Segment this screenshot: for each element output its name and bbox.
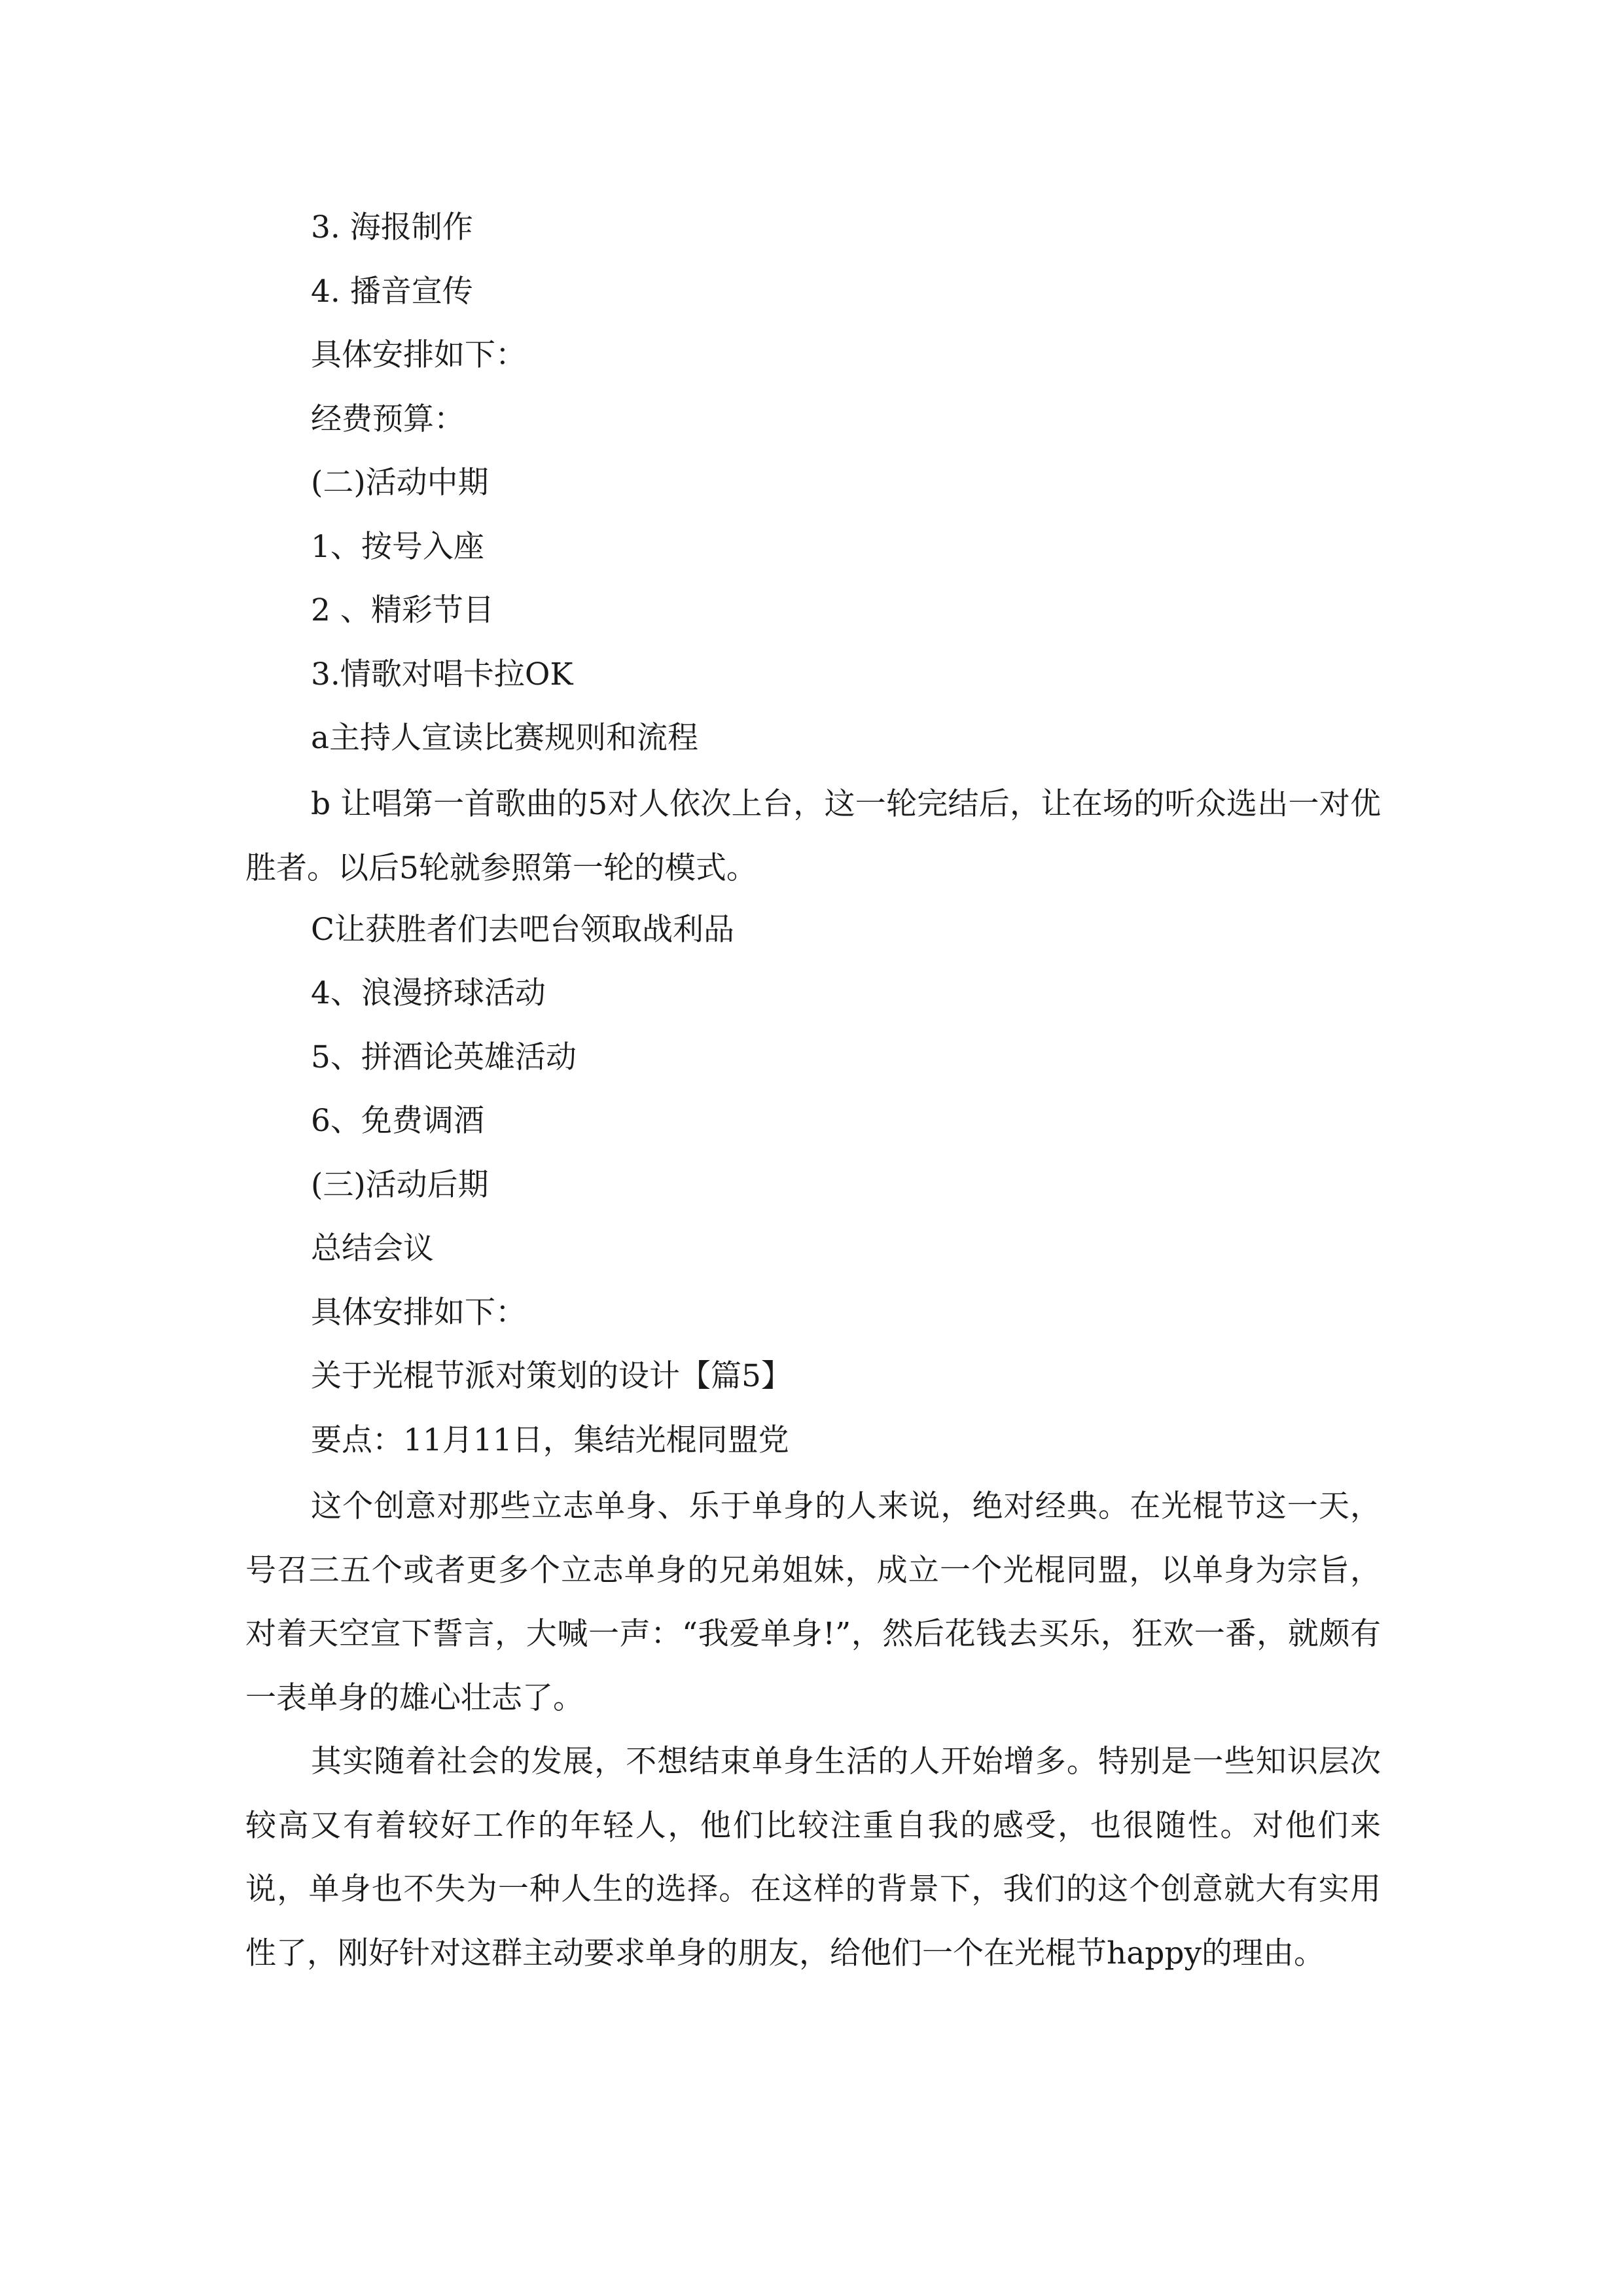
list-item-ball-game: 4、浪漫挤球活动 <box>311 975 546 1011</box>
article-title: 关于光棍节派对策划的设计【篇5】 <box>311 1358 792 1394</box>
list-item-karaoke: 3.情歌对唱卡拉OK <box>311 656 573 692</box>
paragraph-round-rules: b 让唱第一首歌曲的5对人依次上台，这一轮完结后，让在场的听众选出一对优胜者。以后5轮就参照第一轮的模式。 <box>245 786 1381 886</box>
list-item-free-drinks: 6、免费调酒 <box>311 1103 484 1139</box>
paragraph-background: 其实随着社会的发展，不想结束单身生活的人开始增多。特别是一些知识层次较高又有着较好工作的年轻人，他们比较注重自我的感受，也很随性。对他们来说，单身也不失为一种人生的选择。在这样的背景下，我们的这个创意就大有实用性了，刚好针对这群主动要求单身的朋友，给他们一个在光棍节happy的理由。 <box>245 1744 1381 1971</box>
list-item-rules: a主持人宣读比赛规则和流程 <box>311 720 699 756</box>
budget-heading: 经费预算： <box>311 401 465 437</box>
summary-meeting: 总结会议 <box>311 1230 434 1266</box>
list-item-poster: 3. 海报制作 <box>311 209 473 245</box>
section-heading-mid: (二)活动中期 <box>311 465 489 501</box>
key-point: 要点：11月11日，集结光棍同盟党 <box>311 1422 789 1458</box>
section-heading-late: (三)活动后期 <box>311 1167 489 1203</box>
list-item-program: 2 、精彩节目 <box>311 592 494 628</box>
arrangement-heading: 具体安排如下： <box>311 337 526 373</box>
list-item-drinking: 5、拼酒论英雄活动 <box>311 1039 577 1075</box>
list-item-seating: 1、按号入座 <box>311 529 484 565</box>
list-item-broadcast: 4. 播音宣传 <box>311 274 473 310</box>
list-item-prizes: C让获胜者们去吧台领取战利品 <box>311 912 734 948</box>
paragraph-idea: 这个创意对那些立志单身、乐于单身的人来说，绝对经典。在光棍节这一天，号召三五个或者更多个立志单身的兄弟姐妹，成立一个光棍同盟，以单身为宗旨，对着天空宣下誓言，大喊一声：“我爱单身!”，然后花钱去买乐，狂欢一番，就颇有一表单身的雄心壮志了。 <box>245 1488 1381 1716</box>
arrangement-heading-2: 具体安排如下： <box>311 1295 526 1331</box>
